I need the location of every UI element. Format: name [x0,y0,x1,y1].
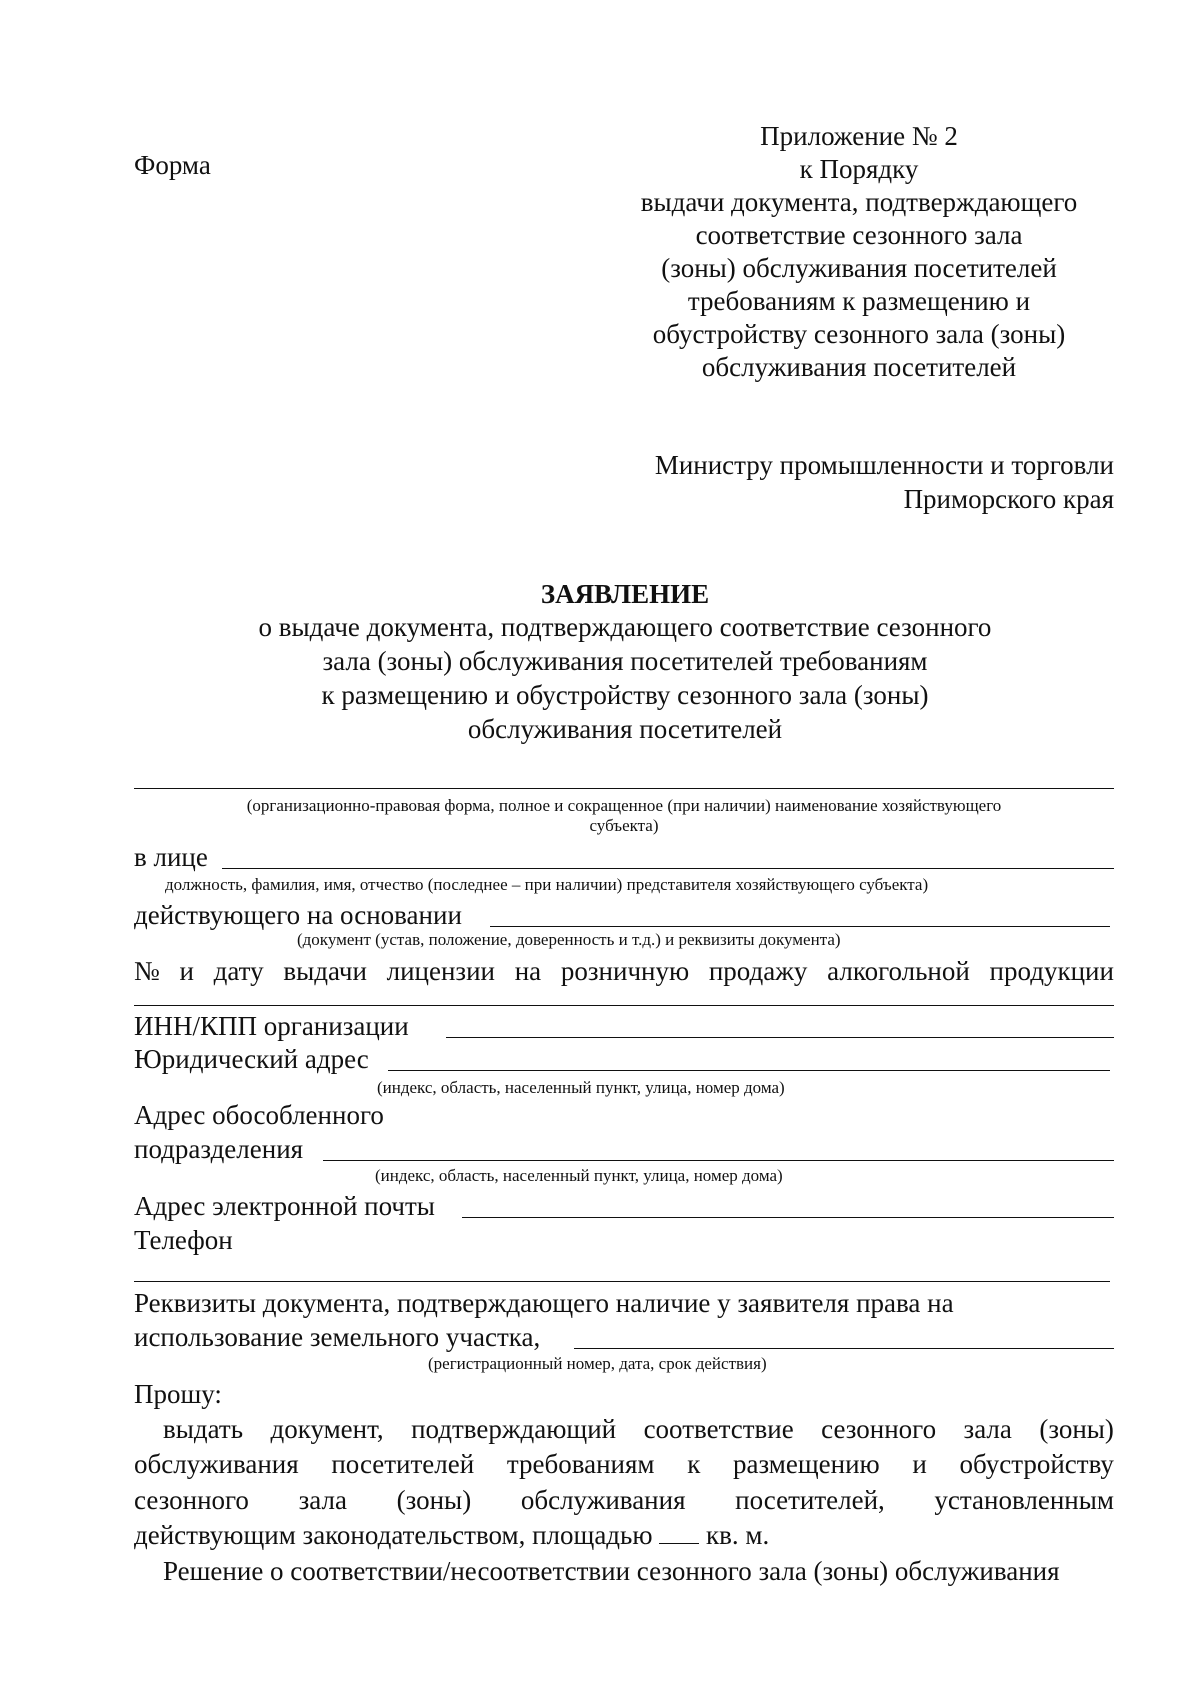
addressee-line: Министру промышленности и торговли [654,450,1114,480]
request-text-line-1 [163,1416,1114,1443]
in-person-hint: должность, фамилия, имя, отчество (последнее – при наличии) представителя хозяйствующего субъекта) [165,875,929,894]
branch-address-label: Адрес обособленного [134,1100,384,1130]
acting-basis-field[interactable] [490,926,1110,927]
area-prefix: действующим законодательством, площадью [134,1520,653,1550]
word: дату [213,956,264,986]
org-name-hint: (организационно-правовая форма, полное и сокращенное (при наличии) наименование хозяйствующего [246,796,1002,815]
form-label: Форма [134,150,211,180]
appendix-line: требованиям к размещению и [687,286,1031,316]
license-field[interactable] [134,1005,1114,1006]
in-person-label: в лице [134,842,208,872]
branch-address-label-cont: подразделения [134,1134,304,1164]
document-title: ЗАЯВЛЕНИЕ [540,579,710,609]
in-person-field[interactable] [222,868,1114,869]
word: обслуживания [134,1449,299,1479]
word: алкогольной [827,956,970,986]
inn-kpp-label: ИНН/КПП организации [134,1011,409,1041]
appendix-line: Приложение № 2 [760,121,958,151]
word: выдачи [283,956,367,986]
legal-address-hint: (индекс, область, населенный пункт, улица, номер дома) [377,1078,785,1097]
appendix-line: соответствие сезонного зала [695,220,1023,250]
word: соответствие [643,1414,794,1444]
word: документ, [270,1414,384,1444]
request-text-line-2 [134,1451,1114,1478]
land-document-label-cont: использование земельного участка, [134,1322,541,1352]
word: (зоны) [1039,1414,1114,1444]
word: сезонного [821,1414,937,1444]
org-name-hint-cont: субъекта) [589,816,659,835]
land-document-label: Реквизиты документа, подтверждающего наличие у заявителя права на [134,1288,954,1318]
email-field[interactable] [462,1217,1114,1218]
word: подтверждающий [411,1414,617,1444]
word: размещению [733,1449,880,1479]
subtitle-line: зала (зоны) обслуживания посетителей требованиям [322,646,928,676]
word: № [134,956,160,986]
area-unit: кв. м. [706,1520,770,1550]
email-label: Адрес электронной почты [134,1191,435,1221]
request-text-line-3 [134,1487,1114,1514]
word: на [514,956,542,986]
appendix-line: к Порядку [799,154,919,184]
branch-address-hint: (индекс, область, населенный пункт, улица, номер дома) [375,1166,783,1185]
appendix-line: обслуживания посетителей [701,352,1017,382]
land-document-hint: (регистрационный номер, дата, срок действия) [428,1354,767,1373]
license-label [134,958,1114,985]
word: обустройству [959,1449,1114,1479]
org-name-field[interactable] [134,788,1114,789]
word: и [179,956,194,986]
addressee-line: Приморского края [903,484,1114,514]
land-document-field[interactable] [574,1348,1114,1349]
request-text-line-4 [134,1522,769,1549]
word: к [687,1449,701,1479]
word: установленным [934,1485,1114,1515]
word: и [912,1449,927,1479]
inn-kpp-field[interactable] [446,1037,1114,1038]
branch-address-field[interactable] [323,1160,1114,1161]
word: зала [298,1485,347,1515]
word: требованиям [506,1449,655,1479]
area-field[interactable] [659,1523,699,1544]
word: выдать [163,1414,244,1444]
word: розничную [560,956,690,986]
appendix-line: обустройству сезонного зала (зоны) [652,319,1066,349]
appendix-line: (зоны) обслуживания посетителей [661,253,1057,283]
subtitle-line: о выдаче документа, подтверждающего соответствие сезонного [258,612,992,642]
word: (зоны) [396,1485,472,1515]
subtitle-line: обслуживания посетителей [467,714,783,744]
decision-text: Решение о соответствии/несоответствии сезонного зала (зоны) обслуживания [163,1556,1060,1586]
subtitle-line: к размещению и обустройству сезонного зала (зоны) [321,680,929,710]
word: посетителей, [735,1485,885,1515]
word: посетителей [331,1449,475,1479]
word: продажу [708,956,808,986]
word: зала [963,1414,1012,1444]
word: продукции [989,956,1114,986]
request-label: Прошу: [134,1379,222,1409]
phone-label: Телефон [134,1225,233,1255]
word: обслуживания [520,1485,686,1515]
acting-basis-label: действующего на основании [134,900,462,930]
word: сезонного [134,1485,249,1515]
appendix-line: выдачи документа, подтверждающего [640,187,1078,217]
phone-field[interactable] [134,1281,1110,1282]
word: лицензии [386,956,495,986]
legal-address-label: Юридический адрес [134,1044,369,1074]
legal-address-field[interactable] [388,1070,1110,1071]
acting-basis-hint: (документ (устав, положение, доверенность и т.д.) и реквизиты документа) [297,930,841,949]
